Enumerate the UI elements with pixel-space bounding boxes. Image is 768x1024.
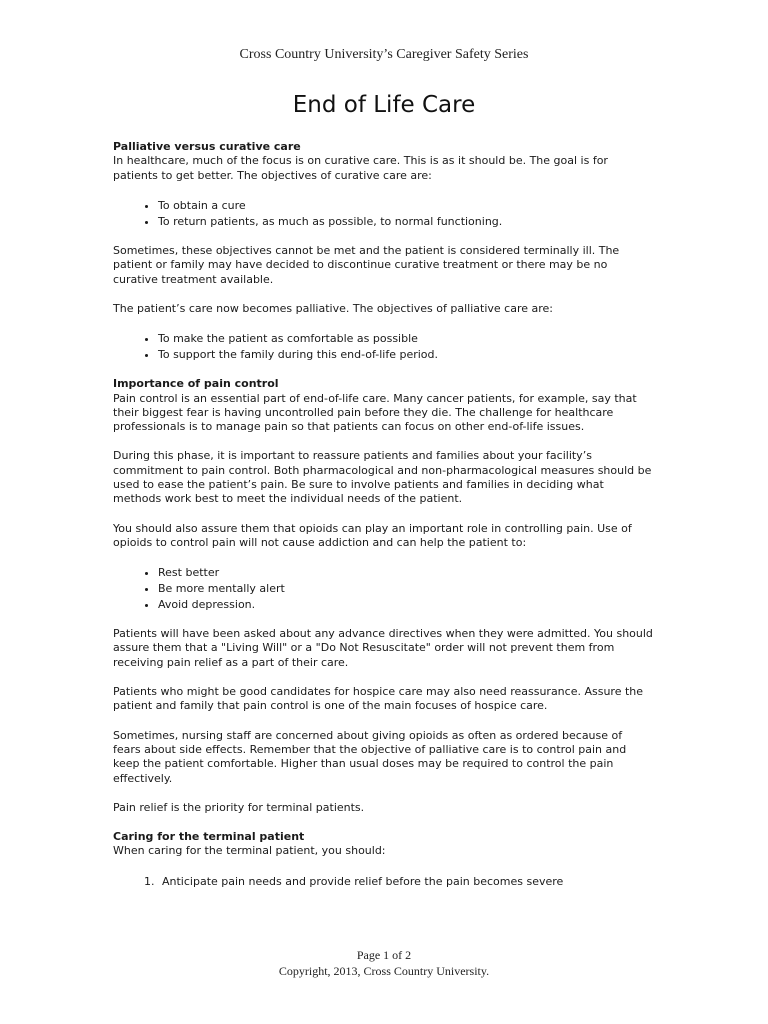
palliative-objectives-list — [113, 332, 653, 362]
paragraph: Pain relief is the priority for terminal patients. — [113, 800, 365, 814]
pain-section — [113, 377, 653, 434]
document-body — [113, 140, 653, 904]
paragraph: Sometimes, nursing staff are concerned about giving opioids as often as ordered because of fears about side effects. Remember that the objective of palliative care is to control pain and keep the patient comfortable. Higher than usual doses may be required to control the pain effectively. — [113, 728, 627, 785]
document-title: End of Life Care — [292, 92, 476, 118]
section-heading-terminal: Caring for the terminal patient — [113, 830, 305, 844]
copyright-notice: Copyright, 2013, Cross Country University. — [278, 963, 490, 978]
terminal-steps-list — [113, 875, 653, 889]
terminal-section — [113, 830, 653, 859]
page-footer — [0, 948, 768, 979]
list-item: • To make the patient as comfortable as possible — [158, 332, 653, 346]
paragraph: In healthcare, much of the focus is on curative care. This is as it should be. The goal is for patients to get better. The objectives of curative care are: — [113, 154, 608, 182]
paragraph: During this phase, it is important to reassure patients and families about your facility’s commitment to pain control. Both pharmacological and non-pharmacological measures should be used to ease the patient’s pain. Be sure to involve patients and families in deciding what methods work best to meet the individual needs of the patient. — [113, 449, 652, 506]
section-heading-pain-control: Importance of pain control — [113, 377, 279, 391]
list-item: • Rest better — [158, 566, 653, 580]
paragraph: Sometimes, these objectives cannot be met and the patient is considered terminally ill. The patient or family may have decided to discontinue curative treatment or there may be no curative treatment available. — [113, 243, 620, 286]
list-item: • To support the family during this end-of-life period. — [158, 348, 653, 362]
page-number: Page 1 of 2 — [356, 948, 412, 962]
list-item: 1. Anticipate pain needs and provide relief before the pain becomes severe — [158, 875, 653, 889]
paragraph: When caring for the terminal patient, you should: — [113, 844, 386, 858]
paragraph: Patients who might be good candidates for hospice care may also need reassurance. Assure the patient and family that pain control is one of the main focuses of hospice care. — [113, 685, 644, 713]
paragraph: Pain control is an essential part of end-of-life care. Many cancer patients, for example, say that their biggest fear is having uncontrolled pain before they die. The challenge for healthcare professionals is to manage pain so that patients can focus on other end-of-life issues. — [113, 391, 637, 434]
section-heading-palliative: Palliative versus curative care — [113, 140, 301, 153]
series-header: Cross Country University’s Caregiver Safety Series — [239, 47, 529, 62]
opioid-benefits-list — [113, 566, 653, 612]
paragraph: You should also assure them that opioids can play an important role in controlling pain. Use of opioids to control pain will not cause addiction and can help the patient to: — [113, 521, 632, 549]
palliative-section — [113, 140, 653, 183]
list-item: • To return patients, as much as possible, to normal functioning. — [158, 215, 653, 229]
curative-objectives-list — [113, 199, 653, 229]
paragraph: Patients will have been asked about any advance directives when they were admitted. You should assure them that a "Living Will" or a "Do Not Resuscitate" order will not prevent them from receiving pain relief as a part of their care. — [113, 627, 653, 669]
list-item: • Be more mentally alert — [158, 582, 653, 596]
list-item: • Avoid depression. — [158, 598, 653, 612]
list-item: • To obtain a cure — [158, 199, 653, 213]
paragraph: The patient’s care now becomes palliative. The objectives of palliative care are: — [113, 301, 553, 315]
